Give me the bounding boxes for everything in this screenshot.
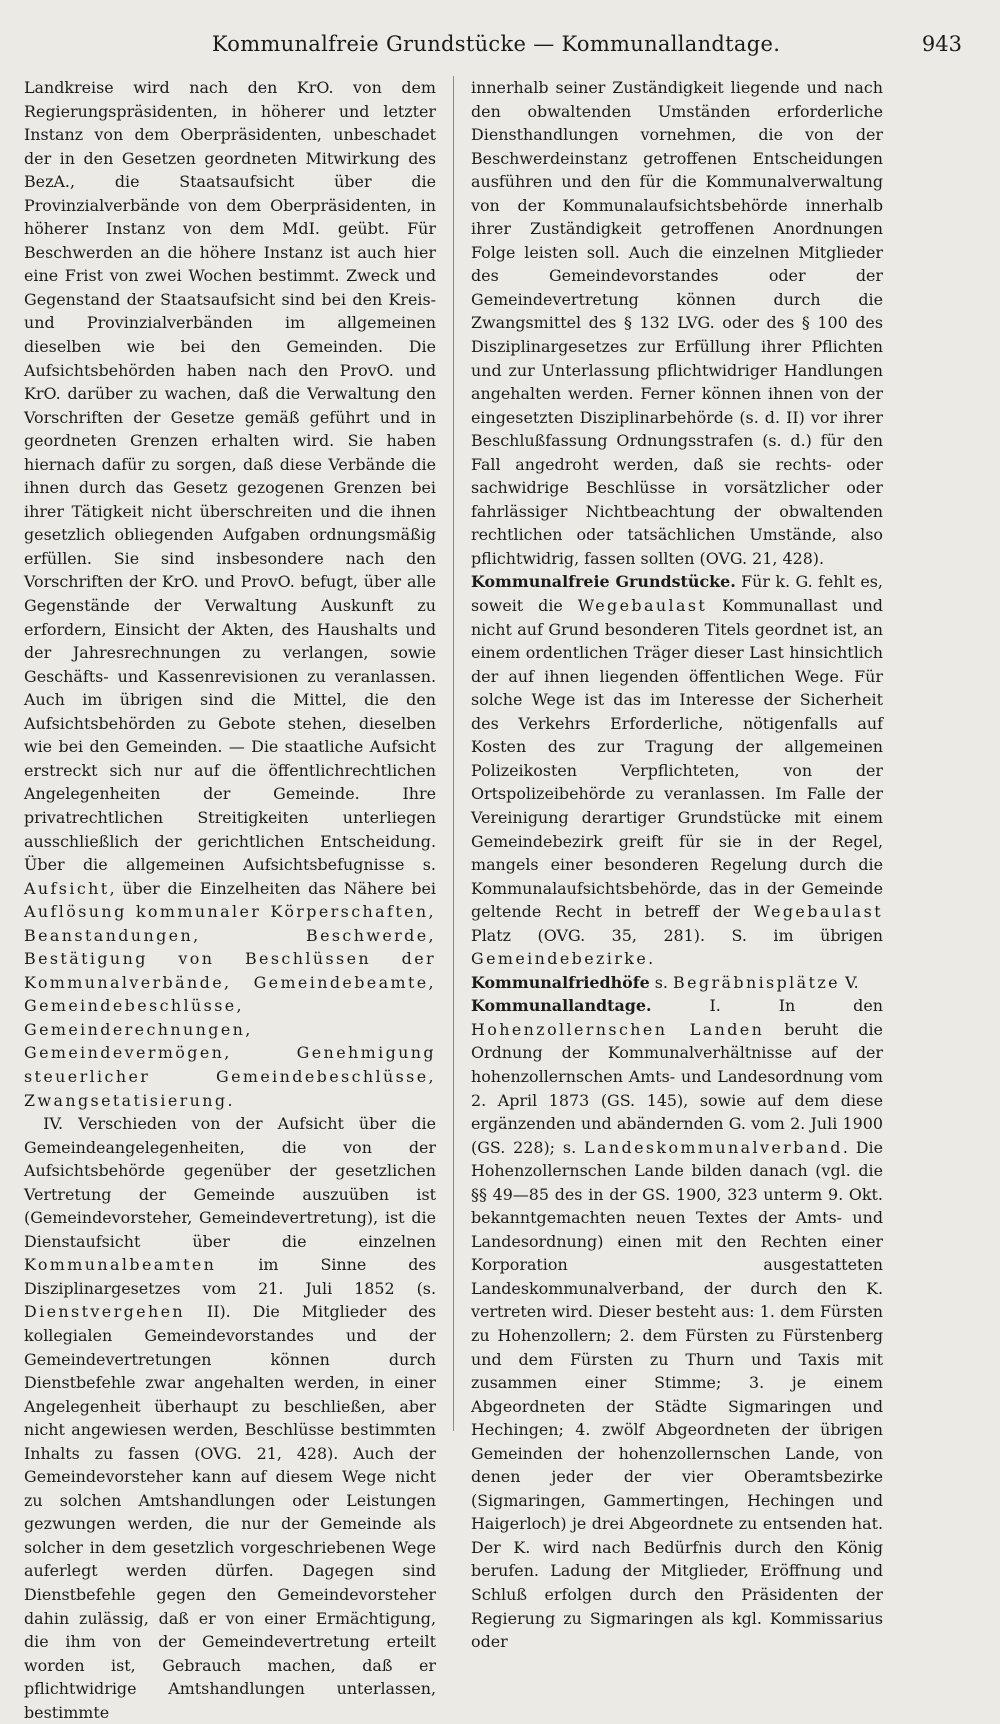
column-divider [453,76,454,1431]
left-column [24,76,436,1722]
cross-reference: Landeskommunalverband [584,1137,843,1157]
running-header [30,28,962,62]
text-run: beruht die Ordnung der Kommunalverhältnisse auf der hohenzollernschen Amts- und Landesordnung vom 2. April 1873 (GS. 145), sowie auf dem diese ergänzenden und abändernden G. vom 2. Juli 1900 (GS. 228); s. [471,1019,883,1157]
cross-reference: Begräbnisplätze [673,972,840,992]
text-run: Kommunallast und nicht auf Grund besonderen Titels geordnet ist, an einem ordentlichen Träger dieser Last hinsichtlich der auf ihnen liegenden öffentlichen Wege. Für solche Wege ist das im Interesse der Sicherheit des Verkehrs Erforderliche, nötigenfalls auf Kosten des zur Tragung der allgemeinen Polizeikosten Verpflichteten, von der Ortspolizeibehörde zu veranlassen. Im Falle der Vereinigung derartiger Grundstücke mit einem Gemeindebezirk greift für sie in der Regel, mangels einer besonderen Regelung durch die Kommunalaufsichtsbehörde, das in der Gemeinde geltende Recht in betreff der [471,596,883,922]
text-run: . [648,949,654,969]
text-run: V. [844,972,859,992]
entry-kommunalfriedhoefe [471,971,883,995]
text-run: Landkreise wird nach den KrO. von dem Regierungspräsidenten, in höherer und letzter Instanz von dem Oberpräsidenten, unbeschadet der in den Gesetzen geordneten Mitwirkung des BezA., die Staatsaufsicht über die Provinzialverbände von dem Oberpräsidenten, in höherer Instanz von dem MdI. geübt. Für Beschwerden an die höhere Instanz ist auch hier eine Frist von zwei Wochen bestimmt. Zweck und Gegenstand der Staatsaufsicht sind bei den Kreis- und Provinzialverbänden im allgemeinen dieselben wie bei den Gemeinden. Die Aufsichtsbehörden haben nach den ProvO. und KrO. darüber zu wachen, daß die Verwaltung den Vorschriften der Gesetze gemäß geführt und in geordneten Grenzen erhalten wird. Sie haben hiernach dafür zu sorgen, daß diese Verbände die ihnen durch das Gesetz gezogenen Grenzen bei ihrer Tätigkeit nicht überschreiten und die ihnen gesetzlich obliegenden Aufgaben ordnungsmäßig erfüllen. Sie sind insbesondere nach den Vorschriften der KrO. und ProvO. befugt, über alle Gegenstände der Verwaltung Auskunft zu erfordern, Einsicht der Akten, des Haushalts und der Jahresrechnungen zu verlangen, sowie Geschäfts- und Kassenrevisionen zu veranlassen. Auch im übrigen sind die Mittel, die den Aufsichtsbehörden zu Gebote stehen, dieselben wie bei den Gemeinden. — Die staatliche Aufsicht erstreckt sich nur auf die öffentlichrechtlichen Angelegenheiten der Gemeinde. Ihre privatrechtlichen Streitigkeiten unterliegen ausschließlich der gerichtlichen Entscheidung. Über die allgemeinen Aufsichtsbefugnisse s. [24,78,436,875]
cross-reference: Auflösung kommunaler Körperschaften, Beanstandungen, Beschwerde, Bestätigung von Beschlüssen der Kommunalverbände, Gemeindebeamte, Gemeindebeschlüsse, Gemeinderechnungen, Gemeindevermögen, Genehmigung steuerlicher Gemeindebeschlüsse, Zwangsetatisierung [24,902,436,1110]
entry-kommunalfreie-grundstuecke [471,570,883,970]
text-run: innerhalb seiner Zuständigkeit liegende und nach den obwaltenden Umständen erforderliche Diensthandlungen vornehmen, die von der Beschwerdeinstanz getroffenen Entscheidungen ausführen und den für die Kommunalverwaltung von der Kommunalaufsichtsbehörde innerhalb ihrer Zuständigkeit getroffenen Anordnungen Folge leisten soll. Auch die einzelnen Mitglieder des Gemeindevorstandes oder der Gemeindevertretung können durch die Zwangsmittel des § 132 LVG. oder des § 100 des Disziplinargesetzes zur Erfüllung ihrer Pflichten und zur Unterlassung pflichtwidriger Handlungen angehalten werden. Ferner können ihnen von der eingesetzten Disziplinarbehörde (s. d. II) vor ihrer Beschlußfassung Ordnungsstrafen (s. d.) für den Fall angedroht werden, daß sie rechts- oder sachwidrige Beschlüsse in vorsätzlicher oder fahrlässiger Nichtbeachtung der obwaltenden rechtlichen oder tatsächlichen Umstände, also pflichtwidrig, fassen sollten (OVG. 21, 428). [471,78,883,568]
paragraph [24,76,436,1112]
text-run: , über die Einzelheiten das Nähere bei [109,878,436,898]
right-column [471,76,883,1652]
cross-reference: Hohenzollernschen Landen [471,1019,765,1039]
entry-heading: Kommunalfreie Grundstücke. [471,572,736,592]
paragraph [471,76,883,570]
text-run: . [227,1090,233,1110]
cross-reference: Wegebaulast [753,902,883,922]
text-run: Für k. G. fehlt es, soweit die [471,572,883,616]
entry-heading: Kommunallandtage. [471,996,652,1016]
entry-kommunallandtage [471,994,883,1653]
text-run: II). Die Mitglieder des kollegialen Gemeindevorstandes und der Gemeindevertretungen können durch Dienstbefehle zwar angehalten werden, in einer Angelegenheit überhaupt zu beschließen, aber nicht angewiesen werden, Beschlüsse bestimmten Inhalts zu fassen (OVG. 21, 428). Auch der Gemeindevorsteher kann auf diesem Wege nicht zu solchen Amtshandlungen oder Leistungen gezwungen werden, die nur der Gemeinde als solcher in dem gesetzlich vorgeschriebenen Wege auferlegt werden dürfen. Dagegen sind Dienstbefehle gegen den Gemeindevorsteher dahin zulässig, daß er von einer Ermächtigung, die ihm von der Gemeindevertretung erteilt worden ist, Gebrauch machen, daß er pflichtwidrige Amtshandlungen unterlassen, bestimmte [24,1302,436,1722]
text-run: im Sinne des Disziplinargesetzes vom 21. Juli 1852 (s. [24,1255,436,1298]
cross-reference: Wegebaulast [577,596,708,616]
cross-reference: Gemeindebezirke [471,949,649,969]
text-run: . Die Hohenzollernschen Lande bilden danach (vgl. die §§ 49—85 des in der GS. 1900, 323 unterm 9. Okt. bekanntgemachten neuen Textes der Amts- und Landesordnung) einen mit den Rechten einer Korporation ausgestatteten Landeskommunalverband, der durch den K. vertreten wird. Dieser besteht aus: 1. dem Fürsten zu Hohenzollern; 2. dem Fürsten zu Fürstenberg und dem Fürsten zu Thurn und Taxis mit zusammen einer Stimme; 3. je einem Abgeordneten der Städte Sigmaringen und Hechingen; 4. zwölf Abgeordneten der übrigen Gemeinden der hohenzollernschen Lande, von denen jeder der vier Oberamtsbezirke (Sigmaringen, Gammertingen, Hechingen und Haigerloch) je drei Abgeordnete zu entsenden hat. Der K. wird nach Bedürfnis durch den König berufen. Ladung der Mitglieder, Eröffnung und Schluß erfolgen durch den Präsidenten der Regierung zu Sigmaringen als kgl. Kommissarius oder [471,1137,883,1652]
entry-heading: Kommunalfriedhöfe [471,972,650,992]
text-run: I. In den [709,996,883,1016]
page-number: 943 [921,32,962,56]
text-run: IV. Verschieden von der Aufsicht über die Gemeindeangelegenheiten, die von der Aufsichtsbehörde gegenüber der gesetzlichen Vertretung der Gemeinde auszuüben ist (Gemeindevorsteher, Gemeindevertretung), ist die Dienstaufsicht über die einzelnen [24,1114,436,1251]
text-run: Platz (OVG. 35, 281). S. im übrigen [471,925,883,945]
text-run: s. [654,972,668,992]
cross-reference: Kommunalbeamten [24,1255,217,1275]
cross-reference: Aufsicht [24,878,110,898]
cross-reference: Dienstvergehen [24,1302,186,1322]
paragraph [24,1112,436,1724]
running-title: Kommunalfreie Grundstücke — Kommunallandtage. [211,32,781,56]
